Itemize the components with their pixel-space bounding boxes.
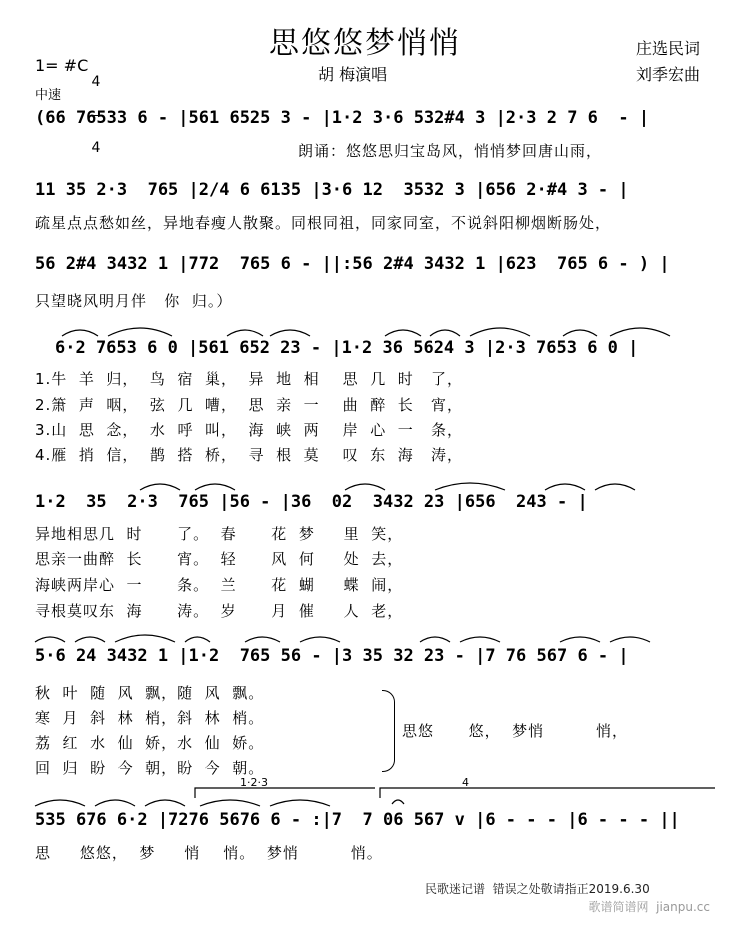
slur — [470, 328, 530, 336]
tempo-marking: 中速 — [35, 88, 62, 103]
slur — [95, 800, 135, 806]
slur — [62, 330, 98, 336]
notation-line: (66 76533 6 - |561 6525 3 - |1·2 3·6 532#4 3 |2·3 2 7 6 - | — [35, 108, 650, 128]
footer-credit: 民歌迷记谱 错误之处敬请指正2019.6.30 — [425, 882, 650, 896]
refrain-brace — [382, 690, 395, 772]
lyric-line: 3.山 思 念， 水 呼 叫， 海 峡 两 岸 心 一 条， — [35, 421, 464, 439]
slur — [435, 483, 505, 490]
watermark: 歌谱简谱网 jianpu.cc — [588, 900, 710, 914]
slur — [145, 800, 185, 806]
refrain-lyric: 思悠 悠， 梦悄 悄， — [402, 722, 629, 740]
song-title: 思悠悠梦悄悄 — [269, 26, 461, 61]
slur — [75, 637, 105, 642]
key-signature: 1= #C — [35, 56, 89, 75]
lyric-line: 只望晓风明月伴 你 归。） — [35, 292, 233, 310]
notation-line: 56 2#4 3432 1 |772 765 6 - ||:56 2#4 3432 1 |623 765 6 - ) | — [35, 254, 670, 274]
slur — [460, 637, 500, 642]
lyric-line: 荔 红 水 仙 娇，水 仙 娇。 — [35, 734, 265, 752]
volta-label-1: 1·2·3 — [240, 776, 268, 789]
slur — [115, 635, 175, 642]
slur — [185, 637, 210, 642]
lyric-line: 2.箫 声 咽， 弦 几 嘈， 思 亲 一 曲 醉 长 宵， — [35, 396, 464, 414]
volta-label-2: 4 — [462, 776, 469, 789]
slur — [270, 330, 310, 336]
lyric-line: 寒 月 斜 林 梢，斜 林 梢。 — [35, 709, 265, 727]
lyric-line: 疏星点点愁如丝，异地春瘦人散聚。同根同祖，同家同室，不说斜阳柳烟断肠处， — [35, 214, 612, 232]
slur — [195, 484, 235, 490]
notation-line: 6·2 7653 6 0 |561 652 23 - |1·2 36 5624 3 |2·3 7653 6 0 | — [55, 338, 639, 358]
lyric-line: 寻根莫叹东 海 涛。 岁 月 催 人 老， — [35, 602, 404, 620]
slur — [227, 330, 263, 336]
slur — [545, 484, 585, 490]
slur — [300, 637, 340, 642]
slur — [140, 484, 180, 490]
lyric-line: 异地相思几 时 了。 春 花 梦 里 笑， — [35, 525, 404, 543]
fermata — [392, 800, 404, 804]
slur — [610, 637, 650, 642]
slur — [245, 637, 280, 642]
lyric-line: 海峡两岸心 一 条。 兰 花 蝴 蝶 闹， — [35, 576, 404, 594]
slur — [563, 330, 597, 336]
slur — [270, 800, 330, 806]
slur — [610, 328, 670, 336]
lyric-line: 4.雁 捎 信， 鹊 搭 桥， 寻 根 莫 叹 东 海 涛， — [35, 446, 464, 464]
notation-line: 1·2 35 2·3 765 |56 - |36 02 3432 23 |656 243 - | — [35, 492, 588, 512]
slur — [108, 328, 172, 336]
notation-line: 11 35 2·3 765 |2/4 6 6135 |3·6 12 3532 3 |656 2·#4 3 - | — [35, 180, 629, 200]
time-top: 4 — [91, 74, 101, 90]
lyric-line: 秋 叶 随 风 飘，随 风 飘。 — [35, 684, 265, 702]
slur — [385, 330, 421, 336]
lyric-line: 思 悠悠， 梦 悄 悄。 梦悄 悄。 — [35, 844, 383, 862]
lyric-line: 朗诵：悠悠思归宝岛风，悄悄梦回唐山雨， — [298, 142, 603, 160]
volta-bracket-2 — [380, 788, 715, 798]
slur — [430, 330, 460, 336]
notation-line: 535 676 6·2 |7276 5676 6 - :|7 7 06 567 v |6 - - - |6 - - - || — [35, 810, 680, 830]
slur — [595, 484, 635, 490]
slur — [35, 637, 65, 642]
slur — [420, 637, 450, 642]
composer: 刘季宏曲 — [635, 65, 700, 84]
notation-line: 5·6 24 3432 1 |1·2 765 56 - |3 35 32 23 - |7 76 567 6 - | — [35, 646, 629, 666]
lyricist: 庄选民词 — [635, 39, 700, 58]
lyric-line: 思亲一曲醉 长 宵。 轻 风 何 处 去， — [35, 550, 404, 568]
slur — [35, 800, 85, 806]
slur — [345, 484, 385, 490]
lyric-line: 回 归 盼 今 朝，盼 今 朝。 — [35, 759, 265, 777]
lyric-line: 1.牛 羊 归， 鸟 宿 巢， 异 地 相 思 几 时 了， — [35, 370, 464, 388]
slur — [560, 637, 600, 642]
singer: 胡 梅演唱 — [318, 65, 388, 84]
volta-bracket-1 — [195, 788, 375, 798]
slur — [200, 800, 260, 806]
time-bottom: 4 — [91, 140, 101, 156]
